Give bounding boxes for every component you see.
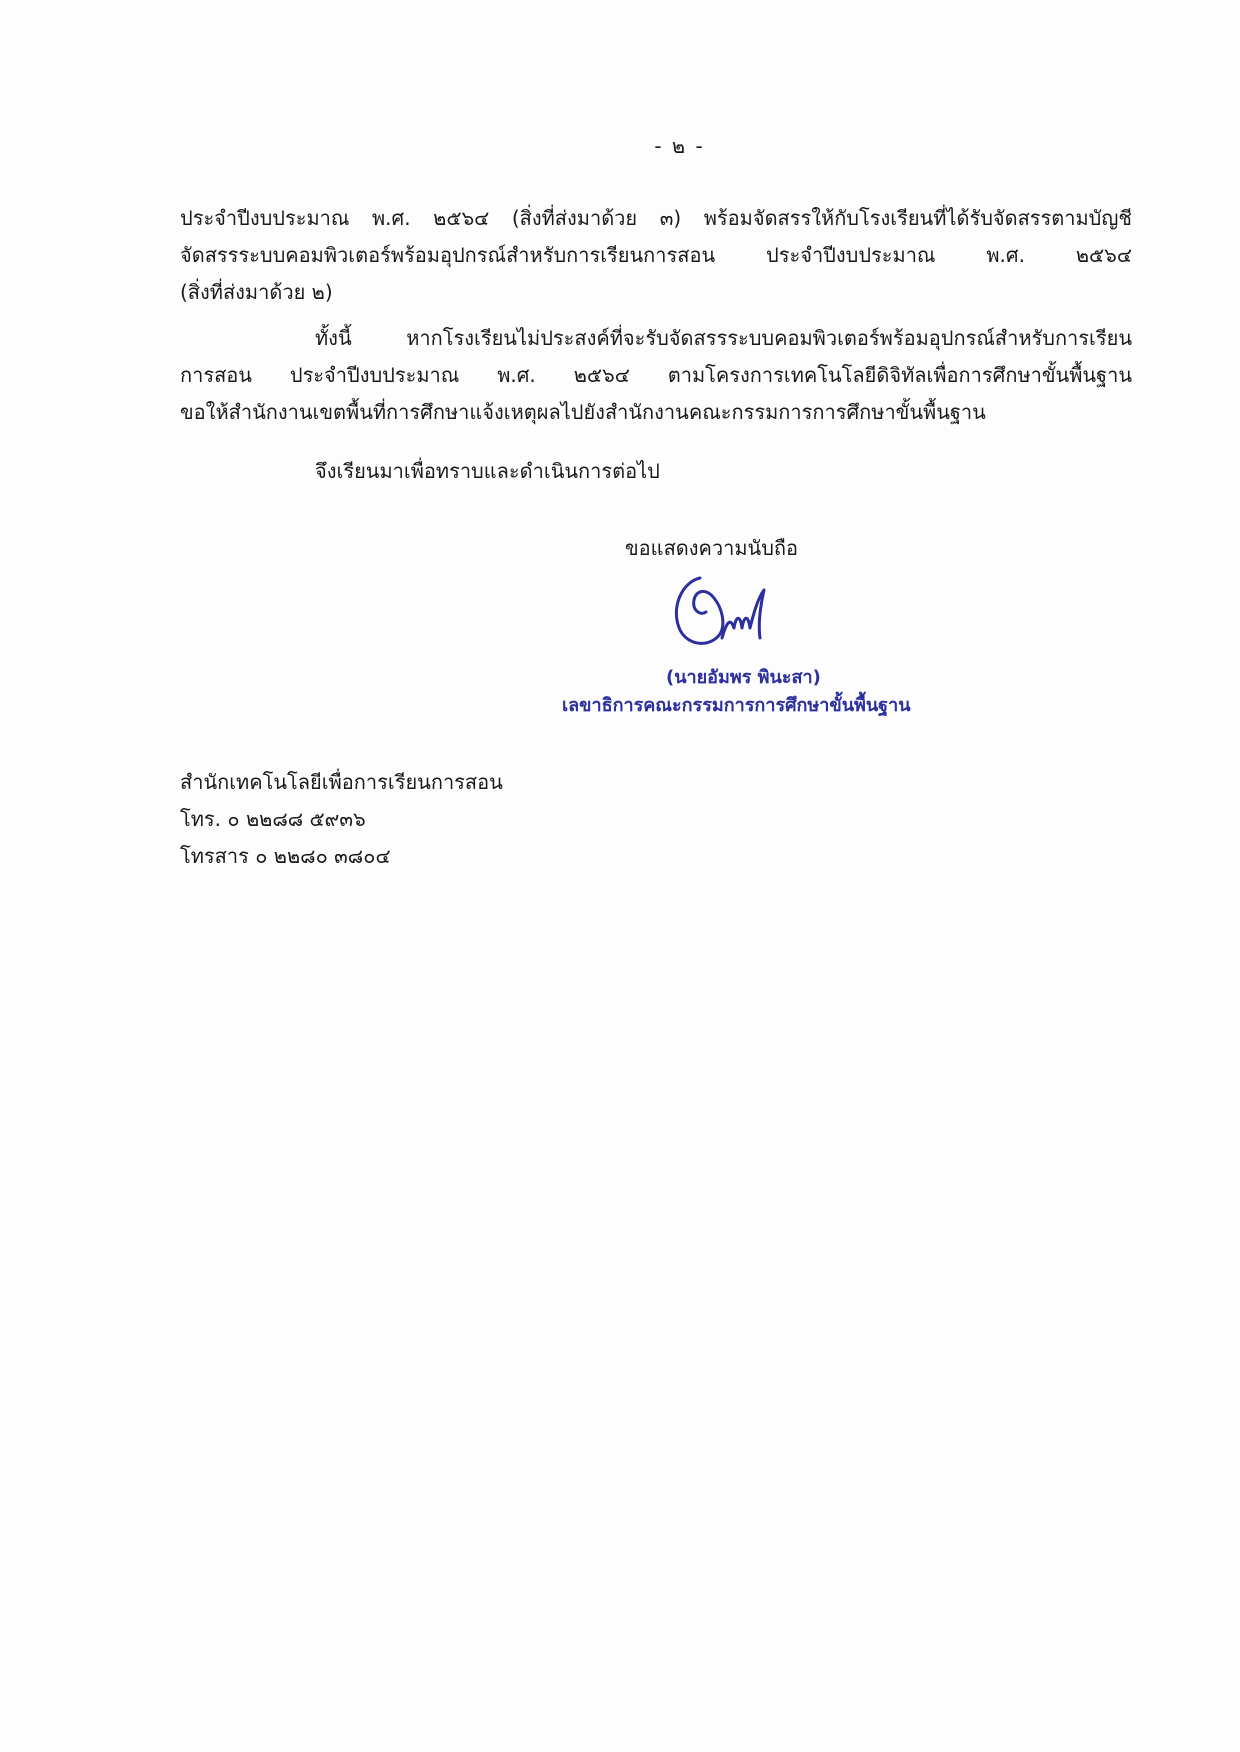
page-number: - ๒ - <box>654 134 705 158</box>
paragraph-allocation <box>180 200 1132 311</box>
paragraph-line: ขอให้สำนักงานเขตพื้นที่การศึกษาแจ้งเหตุผลไปยังสำนักงานคณะกรรมการการศึกษาขั้นพื้นฐาน <box>180 400 986 424</box>
paragraph-line: (สิ่งที่ส่งมาด้วย ๒) <box>180 280 333 304</box>
signer-position: เลขาธิการคณะกรรมการการศึกษาขั้นพื้นฐาน <box>562 695 911 716</box>
paragraph-line: ประจำปีงบประมาณ พ.ศ. ๒๕๖๔ (สิ่งที่ส่งมาด้วย ๓) พร้อมจัดสรรให้กับโรงเรียนที่ได้รับจัดสรรตามบัญชี <box>180 206 1132 230</box>
paragraph-opt-out <box>180 320 1132 431</box>
paragraph-request: จึงเรียนมาเพื่อทราบและดำเนินการต่อไป <box>315 459 660 483</box>
contact-block <box>180 764 503 875</box>
fax-number: โทรสาร ๐ ๒๒๘๐ ๓๘๐๔ <box>180 844 391 868</box>
signature-mark <box>660 568 800 658</box>
closing-salutation: ขอแสดงความนับถือ <box>625 536 799 560</box>
paragraph-line: จัดสรรระบบคอมพิวเตอร์พร้อมอุปกรณ์สำหรับการเรียนการสอน ประจำปีงบประมาณ พ.ศ. ๒๕๖๔ <box>180 243 1132 267</box>
paragraph-line: ทั้งนี้ หากโรงเรียนไม่ประสงค์ที่จะรับจัดสรรระบบคอมพิวเตอร์พร้อมอุปกรณ์สำหรับการเรียน <box>315 326 1132 350</box>
phone-number: โทร. ๐ ๒๒๘๘ ๕๙๓๖ <box>180 807 366 831</box>
paragraph-line: การสอน ประจำปีงบประมาณ พ.ศ. ๒๕๖๔ ตามโครงการเทคโนโลยีดิจิทัลเพื่อการศึกษาขั้นพื้นฐาน <box>180 363 1132 387</box>
signer-block <box>540 664 940 720</box>
office-name: สำนักเทคโนโลยีเพื่อการเรียนการสอน <box>180 770 503 794</box>
signer-name: (นายอัมพร พินะสา) <box>666 667 821 688</box>
